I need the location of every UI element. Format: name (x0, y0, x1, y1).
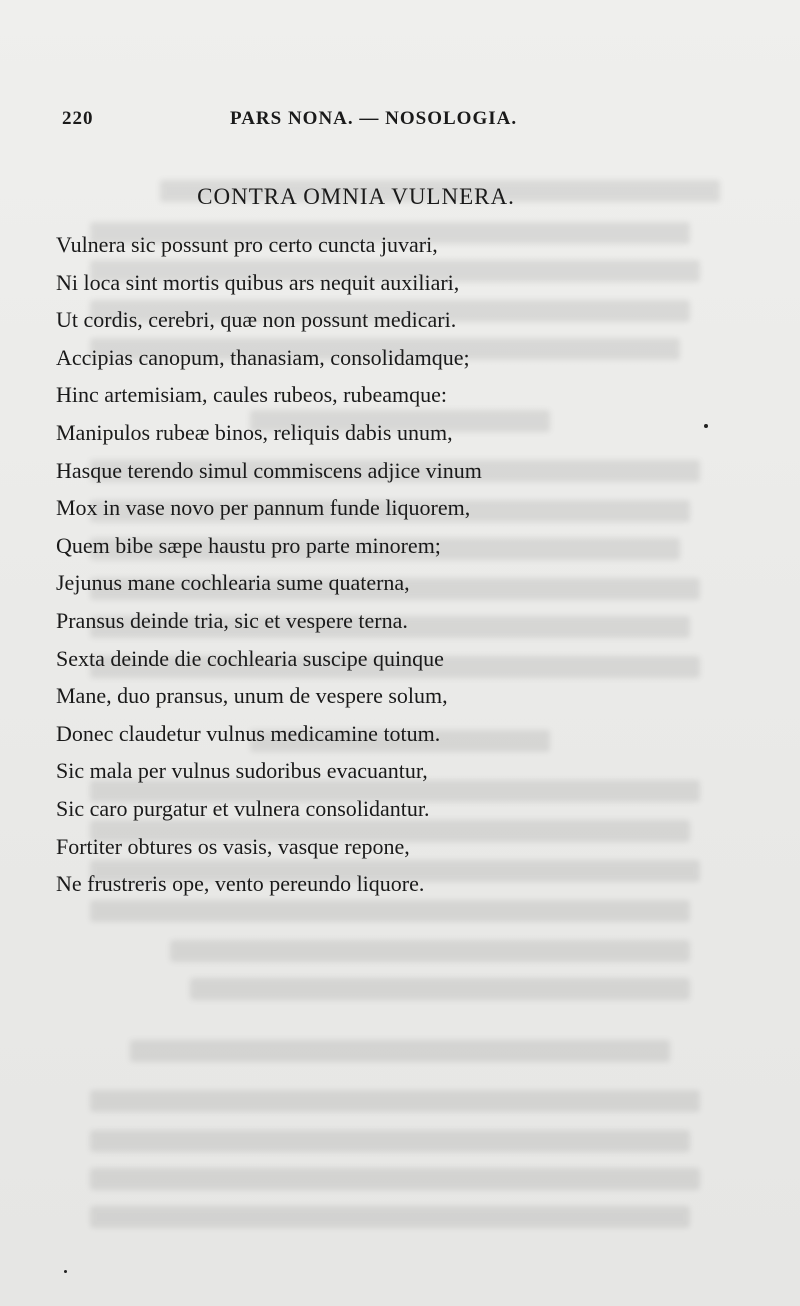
page-number: 220 (62, 108, 94, 129)
poem-line: Donec claudetur vulnus medicamine totum. (56, 720, 441, 746)
poem-line: Sic mala per vulnus sudoribus evacuantur, (56, 758, 428, 784)
poem-line: Sexta deinde die cochlearia suscipe quinque (56, 645, 444, 671)
section-title: CONTRA OMNIA VULNERA. (197, 184, 515, 209)
poem-line: Fortiter obtures os vasis, vasque repone, (56, 833, 410, 859)
poem-line: Mane, duo pransus, unum de vespere solum, (56, 683, 448, 709)
poem-line: Jejunus mane cochlearia sume quaterna, (56, 570, 410, 596)
poem-line: Hasque terendo simul commiscens adjice vinum (56, 457, 482, 483)
poem-line: Ni loca sint mortis quibus ars nequit auxiliari, (56, 269, 460, 295)
poem-line: Quem bibe sæpe haustu pro parte minorem; (56, 532, 441, 558)
poem-line: Mox in vase novo per pannum funde liquorem, (56, 495, 471, 521)
running-head: PARS NONA. — NOSOLOGIA. (230, 108, 518, 129)
poem-line: Vulnera sic possunt pro certo cuncta juvari, (56, 232, 438, 257)
poem-line: Manipulos rubeæ binos, reliquis dabis unum, (56, 419, 453, 445)
poem-line: Sic caro purgatur et vulnera consolidantur. (56, 795, 430, 821)
poem-line: Pransus deinde tria, sic et vespere terna. (56, 607, 408, 633)
ink-speck (64, 1270, 67, 1273)
poem-text (56, 226, 656, 903)
poem-line: Hinc artemisiam, caules rubeos, rubeamque: (56, 382, 447, 408)
poem-line: Accipias canopum, thanasiam, consolidamque; (56, 344, 470, 370)
poem-line: Ut cordis, cerebri, quæ non possunt medicari. (56, 307, 457, 333)
page-header (62, 108, 552, 138)
ink-speck (704, 424, 708, 428)
poem-line: Ne frustreris ope, vento pereundo liquore. (56, 871, 425, 897)
